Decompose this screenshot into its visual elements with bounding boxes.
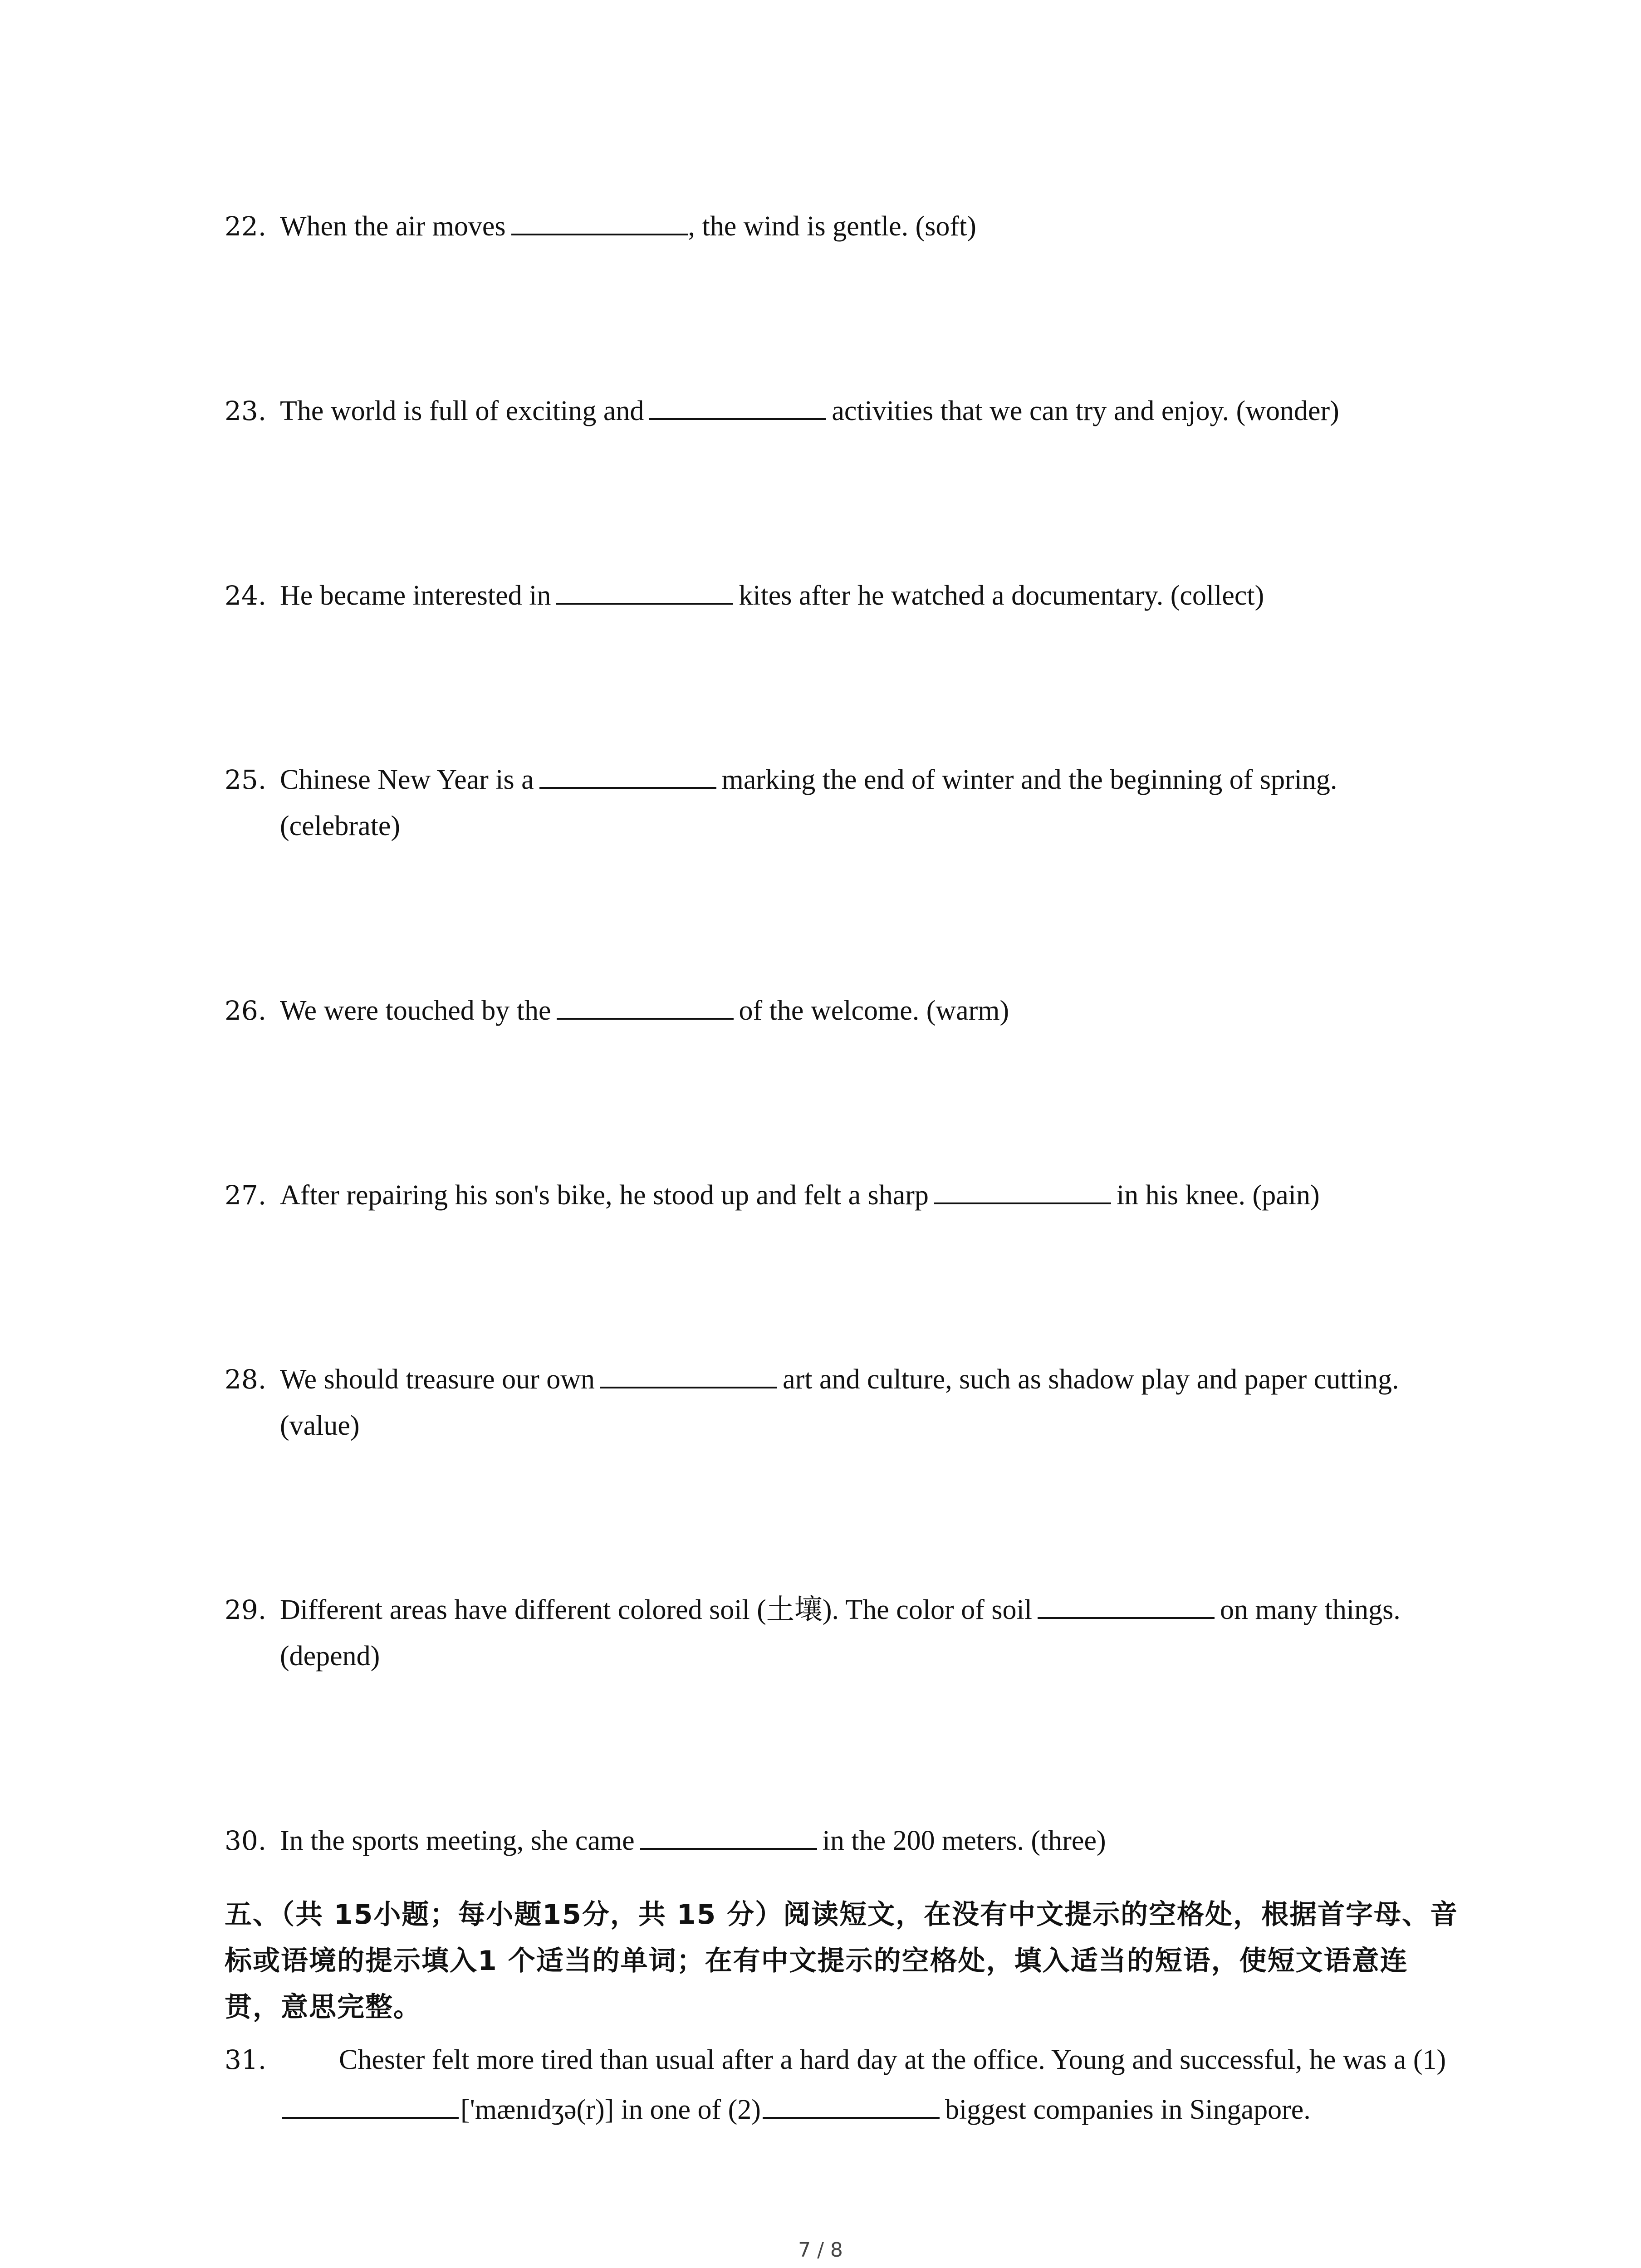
question-text: We were touched by the of the welcome. (warm) xyxy=(280,987,1459,1034)
passage-text: Chester felt more tired than usual after a hard day at the office. Young and successful, he was a (1)['mænɪdʒə(r)] in one of (2) biggest companies in Singapore. xyxy=(280,2035,1459,2135)
question-28 xyxy=(225,1356,1459,1449)
question-29 xyxy=(225,1587,1459,1679)
question-text: We should treasure our own art and culture, such as shadow play and paper cutting. (value) xyxy=(280,1356,1459,1449)
answer-blank[interactable] xyxy=(539,761,716,789)
question-text: The world is full of exciting and activities that we can try and enjoy. (wonder) xyxy=(280,388,1459,434)
answer-blank[interactable] xyxy=(557,992,734,1020)
answer-blank[interactable] xyxy=(640,1822,817,1850)
answer-blank[interactable] xyxy=(600,1360,777,1388)
question-number: 26. xyxy=(225,995,267,1026)
question-number: 25. xyxy=(225,764,267,795)
question-text: Chinese New Year is a marking the end of winter and the beginning of spring. (celebrate) xyxy=(280,757,1459,849)
question-text: Different areas have different colored soil (土壤). The color of soil on many things. (depend) xyxy=(280,1587,1459,1679)
answer-blank-2[interactable] xyxy=(763,2091,940,2119)
question-30 xyxy=(225,1818,1459,1864)
page-indicator: 7 / 8 xyxy=(798,2239,843,2262)
question-number: 30. xyxy=(225,1825,267,1856)
answer-blank[interactable] xyxy=(649,392,826,420)
question-number: 28. xyxy=(225,1364,267,1395)
question-number: 23. xyxy=(225,396,267,426)
answer-blank[interactable] xyxy=(556,577,733,605)
answer-blank[interactable] xyxy=(934,1176,1111,1204)
question-text: When the air moves , the wind is gentle. (soft) xyxy=(280,203,1459,249)
answer-blank[interactable] xyxy=(1038,1591,1215,1619)
question-text: In the sports meeting, she came in the 200 meters. (three) xyxy=(280,1818,1459,1864)
question-number: 27. xyxy=(225,1180,267,1211)
question-number: 24. xyxy=(225,580,267,611)
question-26 xyxy=(225,987,1459,1034)
question-number: 22. xyxy=(225,211,267,242)
question-number: 31. xyxy=(225,2044,267,2075)
question-text: He became interested in kites after he watched a documentary. (collect) xyxy=(280,572,1459,619)
passage-31 xyxy=(225,2035,1459,2135)
question-25 xyxy=(225,757,1459,849)
question-number: 29. xyxy=(225,1594,267,1625)
section-heading: 五、（共 15小题；每小题15分，共 15 分）阅读短文，在没有中文提示的空格处，根据首字母、音标或语境的提示填入1 个适当的单词；在有中文提示的空格处，填入适当的短语，使短文语意连贯，意思完整。 xyxy=(225,1899,1459,2023)
question-24 xyxy=(225,572,1459,619)
question-text: After repairing his son's bike, he stood up and felt a sharp in his knee. (pain) xyxy=(280,1172,1459,1218)
answer-blank-1[interactable] xyxy=(282,2091,459,2119)
question-23 xyxy=(225,388,1459,434)
question-27 xyxy=(225,1172,1459,1218)
answer-blank[interactable] xyxy=(511,207,688,235)
question-22 xyxy=(225,203,1459,249)
